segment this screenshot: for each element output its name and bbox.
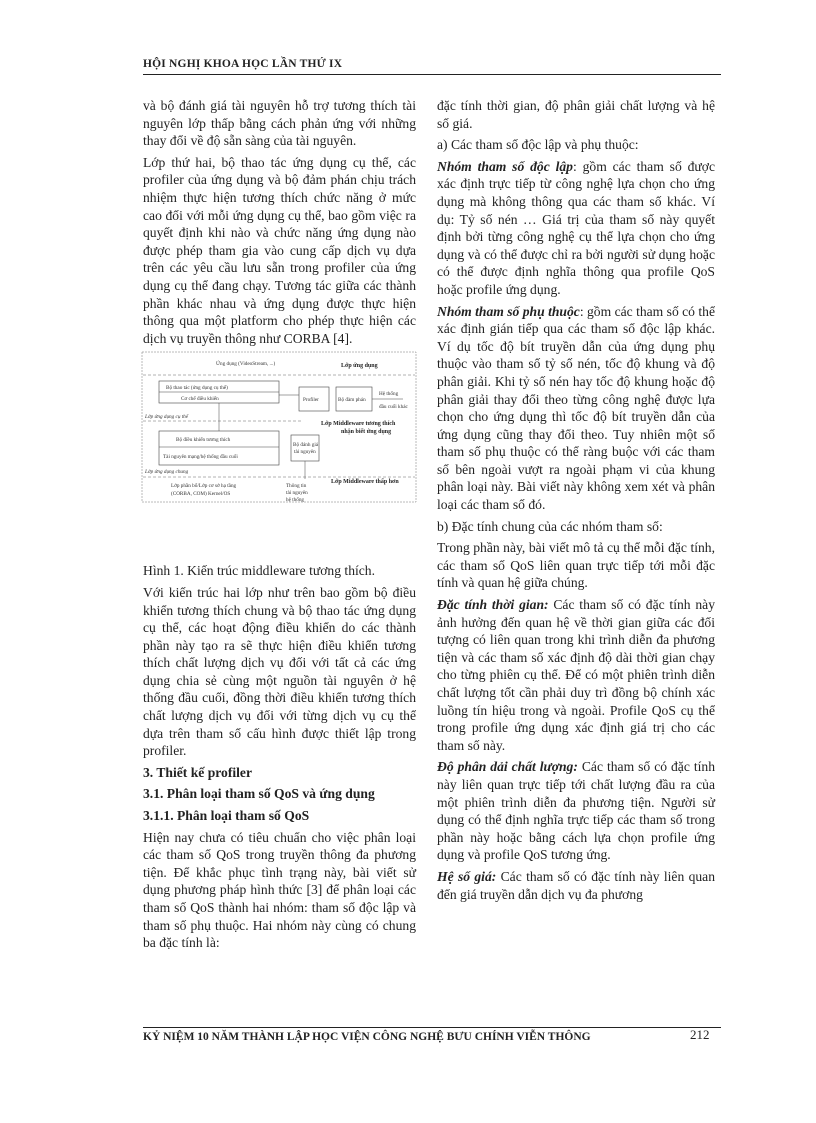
info-label: Thông tin: [286, 483, 307, 490]
paragraph: a) Các tham số độc lập và phụ thuộc:: [437, 137, 639, 153]
term: Nhóm tham số phụ thuộc: [437, 303, 580, 319]
ctrl-mech-label: Cơ chế điều khiển: [181, 396, 219, 403]
header-rule: [143, 74, 721, 75]
paragraph: [437, 758, 715, 864]
term: Nhóm tham số độc lập: [437, 158, 573, 174]
profiler-label: Profiler: [303, 397, 319, 404]
architecture-diagram: [141, 351, 417, 556]
platform-label: Lớp phần bổ/Lớp cơ sở hạ tầng: [171, 483, 237, 490]
eval-label: Bộ đánh giá: [293, 442, 319, 449]
running-footer: KỶ NIỆM 10 NĂM THÀNH LẬP HỌC VIỆN CÔNG NGHỆ BƯU CHÍNH VIỄN THÔNG: [143, 1031, 591, 1043]
paragraph: Trong phần này, bài viết mô tả cụ thể mỗi đặc tính, các tham số QoS liên quan trực tiếp tới mỗi đặc tính và quan hệ giữa chúng.: [437, 540, 715, 591]
term: Hệ số giá:: [437, 868, 497, 884]
paragraph: Hiện nay chưa có tiêu chuẩn cho việc phân loại các tham số QoS trong truyền thông đa phương tiện. Để khắc phục tình trạng này, bài viết sử dụng phương pháp hình thức [3] để phân loại các tham số QoS thành hai nhóm: tham số độc lập và tham số phụ thuộc. Hai nhóm này cùng có chung ba đặc tính là:: [143, 829, 416, 951]
layer-app-label: Lớp ứng dụng: [341, 363, 378, 370]
subsubsection-heading: 3.1.1. Phân loại tham số QoS: [143, 808, 310, 824]
app-label: Ứng dụng (VideoStream, ...): [216, 361, 276, 368]
to-other-label: Hệ thống: [379, 391, 399, 398]
info-label3: hệ thống: [286, 497, 305, 504]
paragraph: b) Đặc tính chung của các nhóm tham số:: [437, 518, 663, 534]
term-body: Các tham số có đặc tính này ảnh hưởng đến quan hệ về thời gian giữa các đối tượng có liên quan trong khi trình diễn đa phương tiện và các tham số xác định độ dài thời gian chạy cho từng phiên cụ thể. Để có một phiên trình diễn chất lượng tốt cần phải duy trì đồng bộ chính xác luồng tín hiệu trong và ngoài. Profile QoS cụ thể trong profile ứng dụng xác định giá trị cho các tham số này.: [437, 597, 715, 753]
layer-common-label: Lớp ứng dụng chung: [145, 469, 189, 476]
footer-rule: [143, 1027, 721, 1028]
term-body: Các tham số có đặc tính này liên quan đến giá truyền dẫn dịch vụ đa phương: [437, 868, 716, 902]
paragraph: Với kiến trúc hai lớp như trên bao gồm bộ điều khiển tương thích chung và bộ thao tác ứng dụng cụ thể, các hoạt động điều khiển do các thành phần này tạo ra sẽ thực hiện điều khiển tương thích chất lượng dịch vụ đối với tất cả các ứng dụng chia sẻ cùng một nguồn tài nguyên ở hệ thống đầu cuối, đồng thời điều khiển tương thích chất lượng dịch vụ đối với từng dịch vụ cụ thể dựa trên tham số cấu hình được thiết lập trong profiler.: [143, 584, 416, 759]
term-body: : gồm các tham số được xác định trực tiếp từ công nghệ lựa chọn cho ứng dụng mà không thông qua các tham số khác. Ví dụ: Tỷ số nén … Giá trị của tham số này quyết định bởi từng công nghệ cụ thể lựa chọn cho ứng dụng và có thể được chỉ ra bởi người sử dụng hoặc có thể được định nghĩa thông qua profile QoS hoặc profile ứng dụng.: [437, 158, 715, 297]
term-body: : gồm các tham số có thể xác định gián tiếp qua các tham số độc lập khác. Ví dụ tốc độ bít truyền dẫn của ứng dụng phụ thuộc vào tham số tỷ số nén, tốc độ khung và độ phân giải. Khi tỷ số nén hay tốc độ khung hoặc độ phân giải thay đổi theo từng công nghệ được lựa chọn cho ứng dụng thì tốc độ bít truyền dẫn của ứng dụng cũng thay đổi theo. Tuy nhiên một số tham số phụ thuộc có thể ràng buộc với các tham số bên ngoài vượt ra ngoài phạm vi của khung phân loại này. Bài viết này không xem xét và phân loại các tham số đó.: [437, 303, 715, 513]
negotiator-label: Bộ đàm phán: [338, 397, 366, 404]
term: Độ phân dải chất lượng:: [437, 759, 578, 775]
running-header: HỘI NGHỊ KHOA HỌC LẦN THỨ IX: [143, 58, 343, 70]
eval-label2: tài nguyên: [294, 449, 316, 456]
page-number: 212: [690, 1027, 710, 1042]
section-heading: 3. Thiết kế profiler: [143, 764, 252, 780]
term: Đặc tính thời gian:: [437, 597, 549, 613]
to-other-label2: đầu cuối khác: [379, 404, 408, 411]
paragraph: [437, 868, 715, 903]
resources-label: Tài nguyên mạng/hệ thống đầu cuối: [163, 454, 238, 461]
paragraph: đặc tính thời gian, độ phân giải chất lượng và hệ số giá.: [437, 98, 715, 131]
paragraph: [437, 596, 715, 754]
manip-label: Bộ thao tác (ứng dụng cụ thể): [166, 385, 228, 392]
eval-box: [291, 435, 319, 461]
right-column: [437, 97, 715, 907]
adapt-ctrl-label: Bộ điều khiển tương thích: [176, 437, 231, 444]
figure-middleware-architecture: [141, 351, 417, 556]
paragraph: Lớp thứ hai, bộ thao tác ứng dụng cụ thể, các profiler của ứng dụng và bộ đảm phán chịu trách nhiệm thực hiện tương thích chức năng ở mức cao đối với mỗi ứng dụng cụ thể, bao gồm việc ra quyết định khi nào và chức năng ứng dụng nào được phép tham gia vào cung cấp dịch vụ dựa trên các yêu cầu lưu sẵn trong profiler của ứng dụng cụ thể đang chạy. Tương tác giữa các thành phần khác nhau và ứng dụng được thực hiện thông qua một platform cho phép thực hiện các dịch vụ truyền thông như CORBA [4].: [143, 154, 416, 346]
subsection-heading: 3.1. Phân loại tham số QoS và ứng dụng: [143, 786, 375, 802]
platform-label2: (CORBA, COM) Kernel/OS: [171, 491, 231, 498]
paragraph: [437, 158, 715, 299]
term-body: Các tham số có đặc tính này liên quan trực tiếp tới chất lượng đầu ra của một phiên trình diễn đa phương tiện. Người sử dụng có thể định nghĩa trực tiếp các tham số trong phần này hoặc bằng cách lựa chọn profile ứng dụng và profile QoS tương ứng.: [437, 759, 716, 863]
left-column: [143, 97, 416, 956]
figure-caption: Hình 1. Kiến trúc middleware tương thích.: [143, 563, 376, 579]
paragraph: [437, 303, 715, 514]
info-label2: tài nguyên: [286, 490, 308, 497]
paragraph: và bộ đánh giá tài nguyên hỗ trợ tương thích tài nguyên lớp thấp bằng cách phản ứng với những thay đổi về độ sẵn sàng của tài nguyên.: [143, 98, 416, 149]
layer-specific-label: Lớp ứng dụng cụ thể: [145, 414, 189, 421]
layer-mw-low-label: Lớp Middleware thấp hơn: [331, 479, 399, 486]
layer-mw-app-label2: nhận biết ứng dụng: [341, 429, 392, 436]
layer-mw-app-label: Lớp Middleware tương thích: [321, 421, 396, 428]
